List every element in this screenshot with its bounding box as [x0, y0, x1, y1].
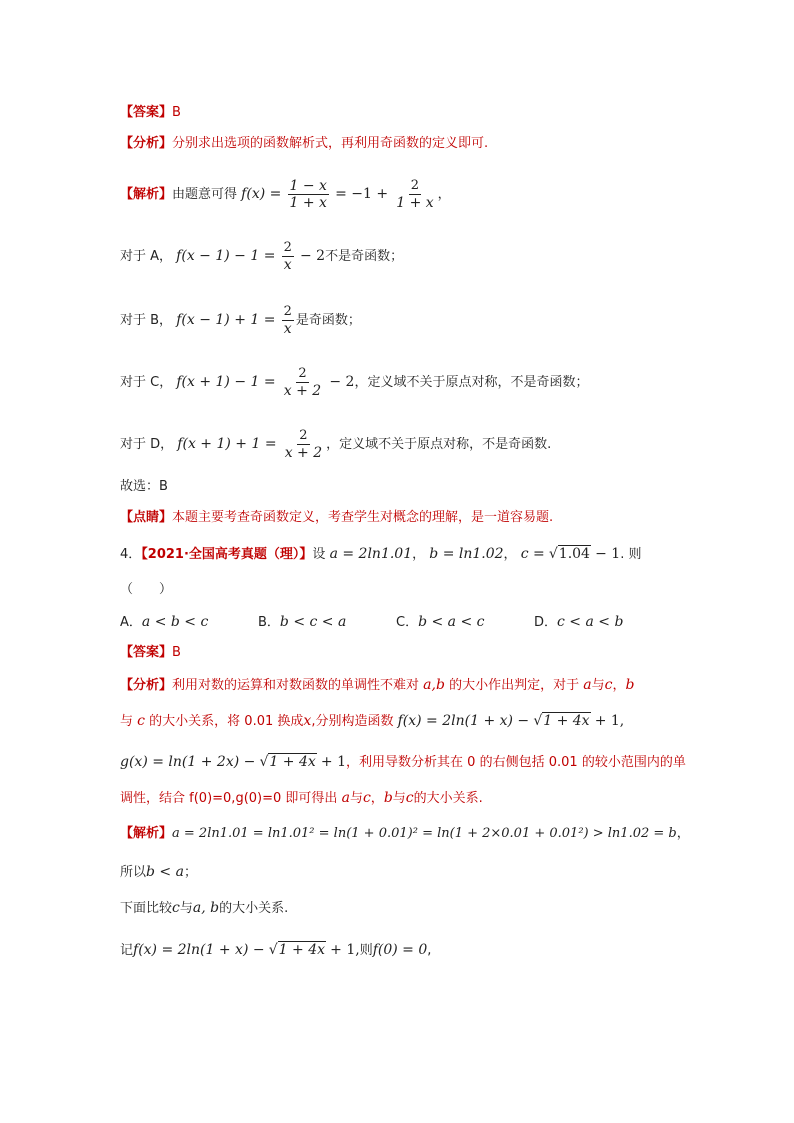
var-ab: a,b [423, 677, 445, 693]
question-source: 【2021·全国高考真题（理）】 [141, 547, 313, 562]
number-value: 0.01 [244, 714, 274, 729]
case-c-lhs: f(x + 1) − 1 = [176, 374, 276, 390]
analysis-text: ,分别构造函数 [311, 714, 394, 729]
analysis-text: 换成 [277, 714, 304, 729]
sqrt-expression: √1 + 4x [259, 754, 316, 770]
solution-label: 【解析】 [120, 187, 173, 202]
answer-label: 【答案】 [120, 645, 173, 660]
solution-2-line-4 [120, 940, 431, 961]
case-b-fraction: $\frac{2}{x}$ [283, 304, 292, 337]
analysis-text: 的大小关系，将 [149, 714, 241, 729]
answer-line-2 [120, 643, 181, 663]
comma: ， [676, 826, 690, 841]
case-a-lhs: f(x − 1) − 1 = [176, 248, 276, 264]
analysis-text: 的大小作出判定，对于 [449, 678, 580, 693]
case-b-lhs: f(x − 1) + 1 = [176, 312, 276, 328]
case-c-line [120, 366, 588, 399]
var-b: b [625, 677, 635, 693]
choice-text: 故选：B [120, 479, 168, 494]
analysis-2-line-3 [120, 752, 686, 773]
analysis-text: 即可得出 [285, 791, 338, 806]
var-c: c [362, 790, 371, 806]
solution-text: 则 [359, 943, 373, 958]
var-ab: a, b [192, 900, 220, 916]
option-a[interactable]: A．a < b < c [120, 614, 209, 630]
analysis-2-line-2 [120, 711, 624, 732]
number-value: 0 [467, 755, 476, 770]
comment-label: 【点睛】 [120, 510, 173, 525]
solution-text: 与 [179, 901, 193, 916]
case-d-lhs: f(x + 1) + 1 = [177, 436, 277, 452]
var-c: c [137, 713, 145, 729]
var-a: a [341, 790, 350, 806]
analysis-text: 调性，结合 [120, 791, 186, 806]
separator: ， [503, 547, 517, 562]
case-a-fraction: $\frac{2}{x}$ [283, 240, 292, 273]
fraction-2: $\frac{2}{1 + x}$ [396, 178, 434, 211]
question-4-line [120, 544, 641, 565]
f-definition: f(x) = 2ln(1 + x) − [397, 713, 530, 729]
case-a-prefix: 对于 A， [120, 249, 173, 264]
solution-text: 的大小关系. [219, 901, 289, 916]
case-c-conclusion: ，定义域不关于原点对称，不是奇函数； [354, 375, 589, 390]
case-d-fraction: $\frac{2}{x + 2}$ [284, 428, 323, 461]
case-d-line [120, 428, 551, 461]
case-c-rest: − 2 [329, 374, 355, 390]
solution-2-line-3 [120, 898, 288, 919]
comma: ， [437, 187, 451, 202]
f-zero: f(0) = 0 [372, 942, 428, 958]
answer-label: 【答案】 [120, 105, 173, 120]
case-d-conclusion: ，定义域不关于原点对称，不是奇函数. [326, 437, 552, 452]
solution-text: 所以 [120, 865, 147, 880]
c-definition-post: − 1 [595, 546, 621, 562]
analysis-line-1 [120, 134, 488, 154]
analysis-text: 的大小关系. [413, 791, 483, 806]
var-c: c [604, 677, 613, 693]
case-a-conclusion: 不是奇函数； [325, 249, 404, 264]
fraction-1: $\frac{1 - x}{1 + x}$ [289, 178, 327, 211]
analysis-text: ，利用导数分析其在 [346, 755, 464, 770]
analysis-text: 与 [591, 678, 605, 693]
question-text-1: 设 [312, 547, 326, 562]
case-b-conclusion: 是奇函数； [295, 313, 361, 328]
case-a-rest: − 2 [300, 248, 326, 264]
option-d[interactable]: D．c < a < b [534, 614, 624, 630]
var-b: b [383, 790, 393, 806]
choice-line [120, 477, 168, 497]
condition-values: f(0)=0,g(0)=0 [189, 791, 282, 806]
c-definition-pre: c = [520, 546, 545, 562]
number-value: 0.01 [548, 755, 578, 770]
b-definition: b = ln1.02 [429, 546, 504, 562]
solution-text: ； [183, 865, 197, 880]
c-sqrt: √1.04 [548, 546, 590, 562]
solution-line-1 [120, 178, 451, 211]
analysis-label: 【分析】 [120, 136, 173, 151]
question-number: 4． [120, 547, 142, 562]
solution-intro: 由题意可得 [172, 187, 238, 202]
var-x: x [303, 713, 312, 729]
analysis-text: ， [612, 678, 626, 693]
answer-value: B [172, 645, 181, 660]
case-d-prefix: 对于 D， [120, 437, 174, 452]
solution-label: 【解析】 [120, 826, 173, 841]
analysis-2-line-4 [120, 788, 483, 809]
solution-equation: a = 2ln1.01 = ln1.01² = ln(1 + 0.01)² = ln(1 + 2×0.01 + 0.01²) > ln1.02 = b [172, 826, 677, 841]
case-b-prefix: 对于 B， [120, 313, 173, 328]
case-a-line [120, 240, 403, 273]
f-definition: f(x) = 2ln(1 + x) − [133, 942, 265, 958]
solution-2-line-1 [120, 824, 690, 844]
analysis-text: 与 [349, 791, 363, 806]
fx-mid: = −1 + [335, 186, 389, 202]
case-c-fraction: $\frac{2}{x + 2}$ [283, 366, 322, 399]
analysis-text: 的右侧包括 [479, 755, 545, 770]
solution-2-line-2 [120, 862, 197, 883]
option-b[interactable]: B．b < c < a [258, 614, 347, 630]
fx-lhs: f(x) = [241, 186, 282, 202]
comment-text: 本题主要考查奇函数定义，考查学生对概念的理解，是一道容易题. [172, 510, 554, 525]
answer-line-1 [120, 103, 181, 123]
var-c: c [172, 900, 180, 916]
question-paren [120, 580, 172, 600]
inequality: b < a [146, 864, 184, 880]
a-definition: a = 2ln1.01 [329, 546, 413, 562]
answer-value: B [172, 105, 181, 120]
case-b-line [120, 304, 361, 337]
g-definition-end: + 1 [320, 754, 346, 770]
analysis-text: 利用对数的运算和对数函数的单调性不难对 [172, 678, 420, 693]
comma: , [427, 943, 432, 958]
analysis-label: 【分析】 [120, 678, 173, 693]
question-text-2: . 则 [620, 547, 642, 562]
options-row [120, 612, 672, 633]
analysis-text: ， [370, 791, 384, 806]
comment-line [120, 508, 553, 528]
solution-text: 下面比较 [120, 901, 173, 916]
option-c[interactable]: C．b < a < c [396, 614, 485, 630]
var-c: c [405, 790, 414, 806]
analysis-text: 分别求出选项的函数解析式，再利用奇函数的定义即可. [172, 136, 489, 151]
case-c-prefix: 对于 C， [120, 375, 173, 390]
analysis-text: 的较小范围内的单 [581, 755, 686, 770]
separator: ， [412, 547, 426, 562]
analysis-2-line-1 [120, 675, 634, 696]
analysis-text: 与 [392, 791, 406, 806]
g-definition: g(x) = ln(1 + 2x) − [120, 754, 256, 770]
answer-blank: （ ） [120, 582, 173, 597]
sqrt-expression: √1 + 4x [268, 942, 325, 958]
f-definition-end: + 1, [594, 713, 625, 729]
solution-text: 记 [120, 943, 134, 958]
var-a: a [583, 677, 592, 693]
f-definition-end: + 1, [330, 942, 360, 958]
analysis-text: 与 [120, 714, 134, 729]
sqrt-expression: √1 + 4x [533, 713, 590, 729]
